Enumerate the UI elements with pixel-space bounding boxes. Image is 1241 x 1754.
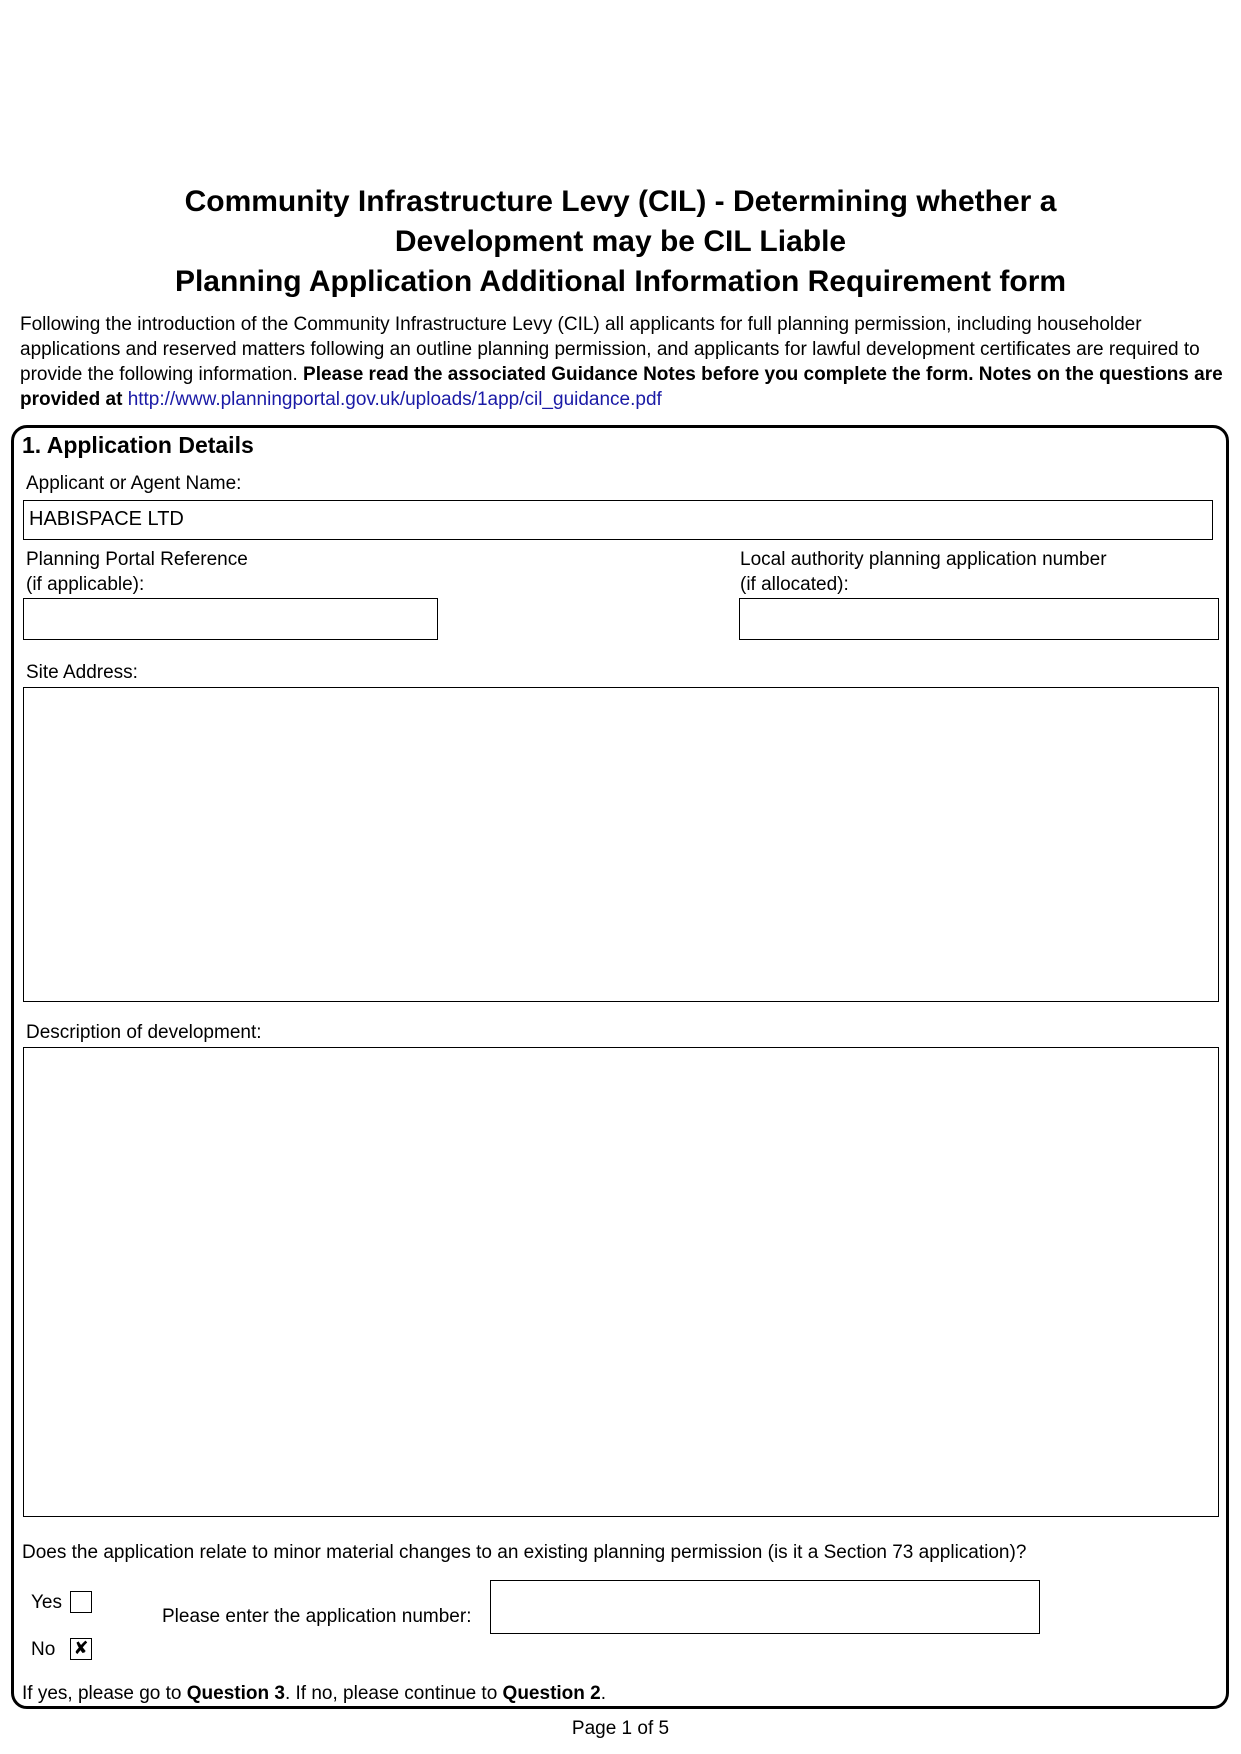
portal-reference-label-line: Planning Portal Reference <box>26 549 248 570</box>
application-number-label: Please enter the application number: <box>162 1606 472 1627</box>
application-details-panel <box>11 425 1229 1709</box>
la-application-number-label-line: Local authority planning application number <box>740 549 1107 570</box>
portal-reference-label <box>26 547 248 597</box>
instruction-part-1: If yes, please go to <box>22 1683 187 1704</box>
yes-label: Yes <box>31 1592 62 1613</box>
instruction-part-2: . If no, please continue to <box>284 1683 503 1704</box>
section-heading: 1. Application Details <box>22 432 254 458</box>
applicant-name-field[interactable] <box>23 500 1213 540</box>
description-label: Description of development: <box>26 1022 262 1043</box>
site-address-label: Site Address: <box>26 662 138 683</box>
intro-bold-text: Please read the associated Guidance Notes before you complete the form. Notes on the questions are provided at <box>20 364 1223 410</box>
form-title-line-3: Planning Application Additional Information Requirement form <box>174 265 1067 298</box>
applicant-label: Applicant or Agent Name: <box>26 473 242 494</box>
la-application-number-label <box>740 547 1107 597</box>
question-3-ref: Question 3 <box>186 1683 285 1704</box>
no-checkbox[interactable]: ✘ <box>70 1638 92 1660</box>
intro-text: Following the introduction of the Community Infrastructure Levy (CIL) all applicants for full planning permission, including householder applications and reserved matters following an outline planning permission, and applicants for lawful development certificates are required to provide the following information. <box>20 314 1200 385</box>
form-title-line-1: Community Infrastructure Levy (CIL) - Determining whether a <box>184 185 1057 218</box>
la-application-number-field[interactable] <box>739 598 1219 640</box>
portal-reference-sub-label: (if applicable): <box>26 574 145 595</box>
site-address-field[interactable] <box>23 687 1219 1002</box>
yes-checkbox[interactable] <box>70 1591 92 1613</box>
page-number: Page 1 of 5 <box>571 1718 670 1739</box>
question-2-ref: Question 2 <box>502 1683 601 1704</box>
portal-reference-field[interactable] <box>23 598 438 640</box>
guidance-link[interactable]: http://www.planningportal.gov.uk/uploads/1app/cil_guidance.pdf <box>127 389 662 410</box>
description-field[interactable] <box>23 1047 1219 1517</box>
la-application-number-sub-label: (if allocated): <box>740 574 849 595</box>
application-number-field[interactable] <box>490 1580 1040 1634</box>
intro-paragraph <box>20 312 1225 412</box>
applicant-name-value: HABISPACE LTD <box>29 508 184 530</box>
instruction-part-3: . <box>600 1683 607 1704</box>
no-label: No <box>31 1639 56 1660</box>
form-title-line-2: Development may be CIL Liable <box>394 225 847 258</box>
instruction-text <box>22 1681 606 1706</box>
section73-question: Does the application relate to minor material changes to an existing planning permission (is it a Section 73 application)? <box>22 1542 1027 1563</box>
